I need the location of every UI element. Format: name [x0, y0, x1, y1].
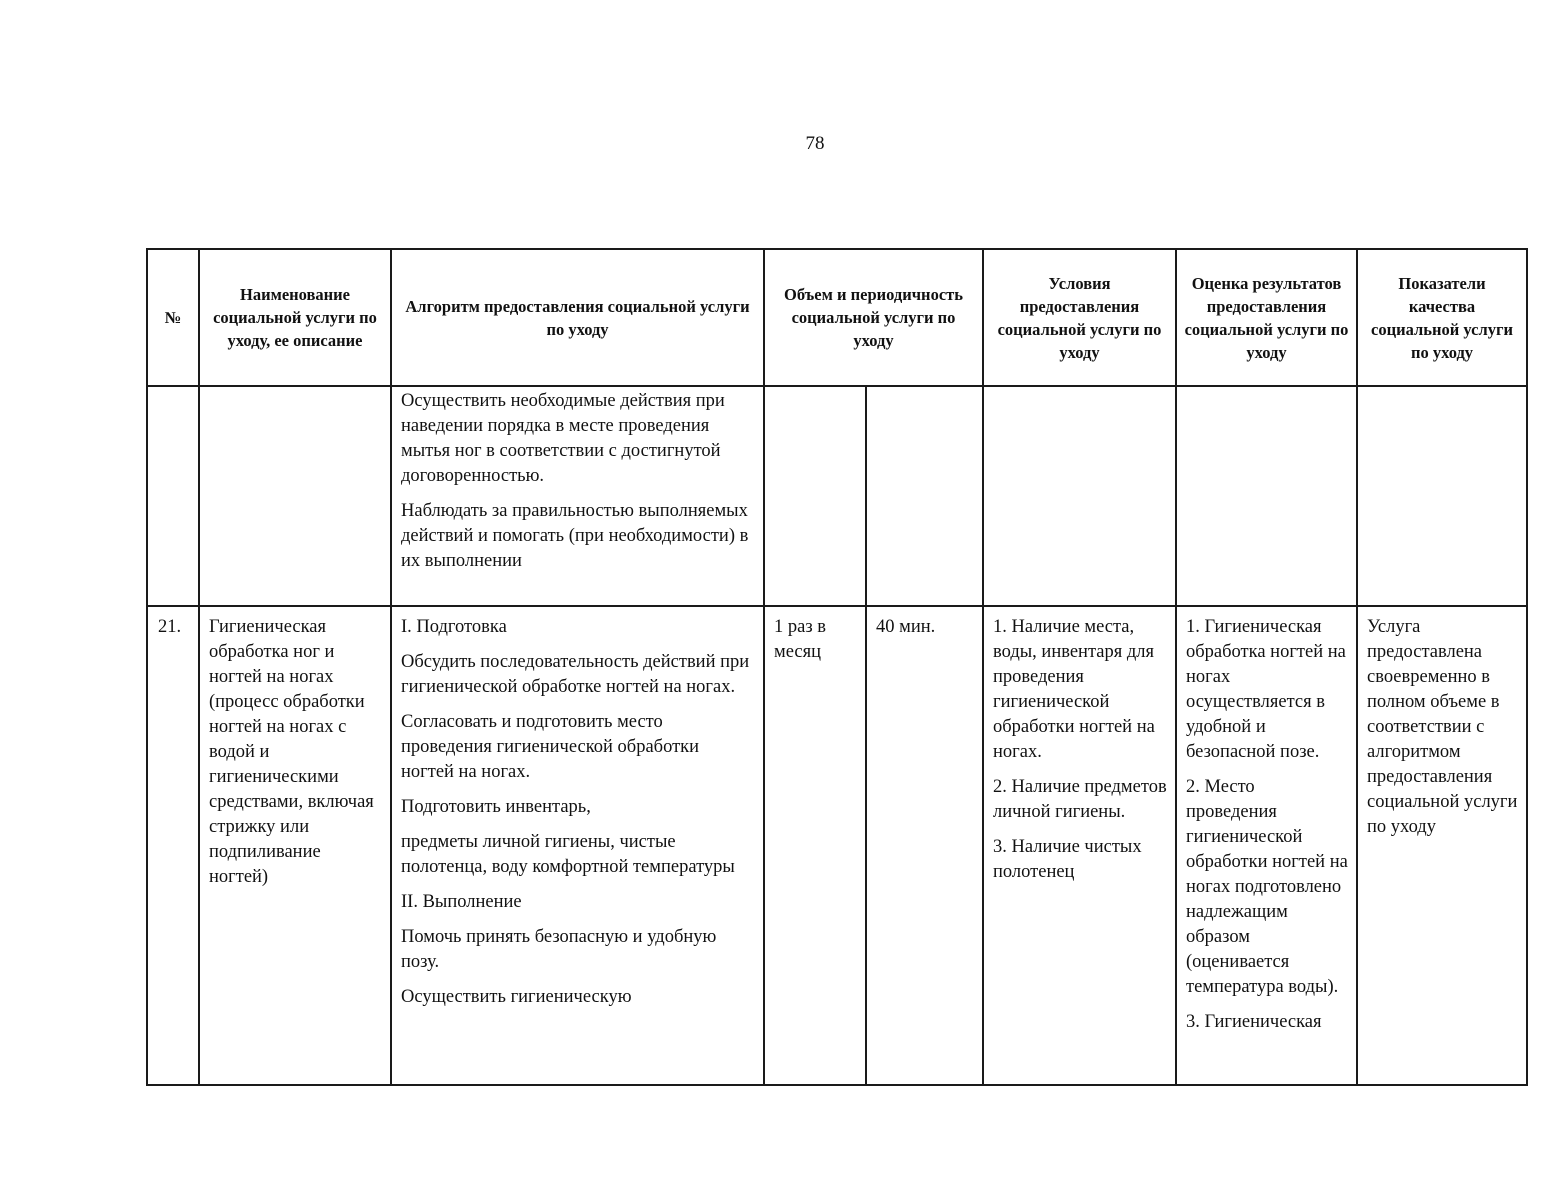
- cont-periodicity-cell: [764, 386, 866, 606]
- row-service-name: Гигиеническая обработка ног и ногтей на ногах (процесс обработки ногтей на ногах с водой и гигиеническими средствами, включая стрижку или подпиливание ногтей): [209, 617, 374, 887]
- evaluation-item: 1. Гигиеническая обработка ногтей на ногах осуществляется в удобной и безопасной позе.: [1186, 617, 1346, 762]
- algorithm-step: Согласовать и подготовить место проведения гигиенической обработки ногтей на ногах.: [401, 712, 700, 782]
- row-evaluation-cell: [1176, 606, 1357, 1085]
- cont-num-cell: [147, 386, 199, 606]
- row-quality: Услуга предоставлена своевременно в полном объеме в соответствии с алгоритмом предоставления социальной услуги по уходу: [1367, 617, 1518, 837]
- condition-item: 2. Наличие предметов личной гигиены.: [993, 777, 1167, 822]
- header-num: №: [147, 249, 199, 386]
- cont-quality-cell: [1357, 386, 1527, 606]
- algorithm-step: II. Выполнение: [401, 892, 522, 912]
- cont-conditions-cell: [983, 386, 1176, 606]
- evaluation-item: 2. Место проведения гигиенической обработки ногтей на ногах подготовлено надлежащим образом (оценивается температура воды).: [1186, 777, 1348, 997]
- row-num-cell: [147, 606, 199, 1085]
- row-conditions-cell: [983, 606, 1176, 1085]
- cont-algorithm-para: Наблюдать за правильностью выполняемых действий и помогать (при необходимости) в их выполнении: [401, 501, 749, 571]
- cont-algorithm-para: Осуществить необходимые действия при наведении порядка в месте проведения мытья ног в соответствии с достигнутой договоренностью.: [401, 391, 725, 486]
- row-algorithm-cell: [391, 606, 764, 1085]
- continuation-row: [147, 386, 1527, 606]
- algorithm-step: I. Подготовка: [401, 617, 507, 637]
- condition-item: 1. Наличие места, воды, инвентаря для проведения гигиенической обработки ногтей на ногах.: [993, 617, 1155, 762]
- row-periodicity: 1 раз в месяц: [774, 617, 827, 662]
- table-row-21: [147, 606, 1527, 1085]
- condition-item: 3. Наличие чистых полотенец: [993, 837, 1142, 882]
- row-duration: 40 мин.: [876, 617, 936, 637]
- algorithm-step: Обсудить последовательность действий при гигиенической обработке ногтей на ногах.: [401, 652, 750, 697]
- page-number: 78: [805, 133, 825, 154]
- row-name-cell: [199, 606, 391, 1085]
- cont-duration-cell: [866, 386, 983, 606]
- row-num: 21.: [158, 617, 182, 637]
- social-services-table: [146, 248, 1528, 1086]
- algorithm-step: Осуществить гигиеническую: [401, 987, 632, 1007]
- algorithm-step: Помочь принять безопасную и удобную позу.: [401, 927, 717, 972]
- cont-evaluation-cell: [1176, 386, 1357, 606]
- header-conditions: Условия предоставления социальной услуги по уходу: [983, 249, 1176, 386]
- algorithm-step: Подготовить инвентарь,: [401, 797, 591, 817]
- evaluation-item: 3. Гигиеническая: [1186, 1012, 1322, 1032]
- header-volume: Объем и периодичность социальной услуги по уходу: [764, 249, 983, 386]
- row-duration-cell: [866, 606, 983, 1085]
- header-row: [147, 249, 1527, 386]
- header-evaluation: Оценка результатов предоставления социальной услуги по уходу: [1176, 249, 1357, 386]
- row-periodicity-cell: [764, 606, 866, 1085]
- header-algorithm: Алгоритм предоставления социальной услуги по уходу: [391, 249, 764, 386]
- row-quality-cell: [1357, 606, 1527, 1085]
- cont-algorithm-cell: [391, 386, 764, 606]
- header-quality: Показатели качества социальной услуги по уходу: [1357, 249, 1527, 386]
- algorithm-step: предметы личной гигиены, чистые полотенца, воду комфортной температуры: [401, 832, 735, 877]
- cont-name-cell: [199, 386, 391, 606]
- header-name: Наименование социальной услуги по уходу, ее описание: [199, 249, 391, 386]
